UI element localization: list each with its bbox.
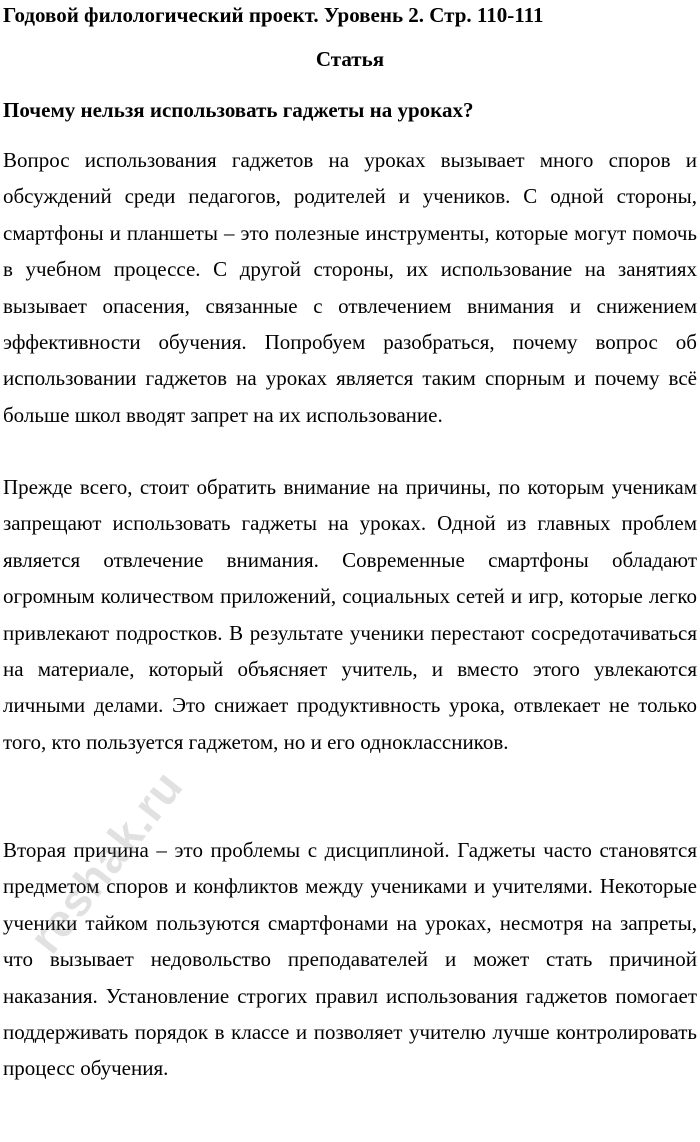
document-header: Годовой филологический проект. Уровень 2. Стр. 110-111	[3, 3, 544, 27]
paragraph-2: Прежде всего, стоит обратить внимание на причины, по которым ученикам запрещают использовать гаджеты на уроках. Одной из главных проблем является отвлечение внимания. Современные смартфоны обладают огромным количеством приложений, социальных сетей и игр, которые легко привлекают подростков. В результате ученики перестают сосредотачиваться на материале, который объясняет учитель, и вместо этого увлекаются личными делами. Это снижает продуктивность урока, отвлекает не только того, кто пользуется гаджетом, но и его одноклассников.	[3, 475, 697, 754]
article-title: Почему нельзя использовать гаджеты на уроках?	[3, 98, 474, 122]
paragraph-3: Вторая причина – это проблемы с дисциплиной. Гаджеты часто становятся предметом споров и конфликтов между учениками и учителями. Некоторые ученики тайком пользуются смартфонами на уроках, несмотря на запреты, что вызывает недовольство преподавателей и может стать причиной наказания. Установление строгих правил использования гаджетов помогает поддерживать порядок в классе и позволяет учителю лучше контролировать процесс обучения.	[3, 838, 697, 1081]
paragraph-1: Вопрос использования гаджетов на уроках вызывает много споров и обсуждений среди педагогов, родителей и учеников. С одной стороны, смартфоны и планшеты – это полезные инструменты, которые могут помочь в учебном процессе. С другой стороны, их использование на занятиях вызывает опасения, связанные с отвлечением внимания и снижением эффективности обучения. Попробуем разобраться, почему вопрос об использовании гаджетов на уроках является таким спорным и почему всё больше школ вводят запрет на их использование.	[3, 148, 697, 427]
section-label: Статья	[315, 47, 385, 71]
watermark-text: reshak.ru	[18, 760, 193, 963]
